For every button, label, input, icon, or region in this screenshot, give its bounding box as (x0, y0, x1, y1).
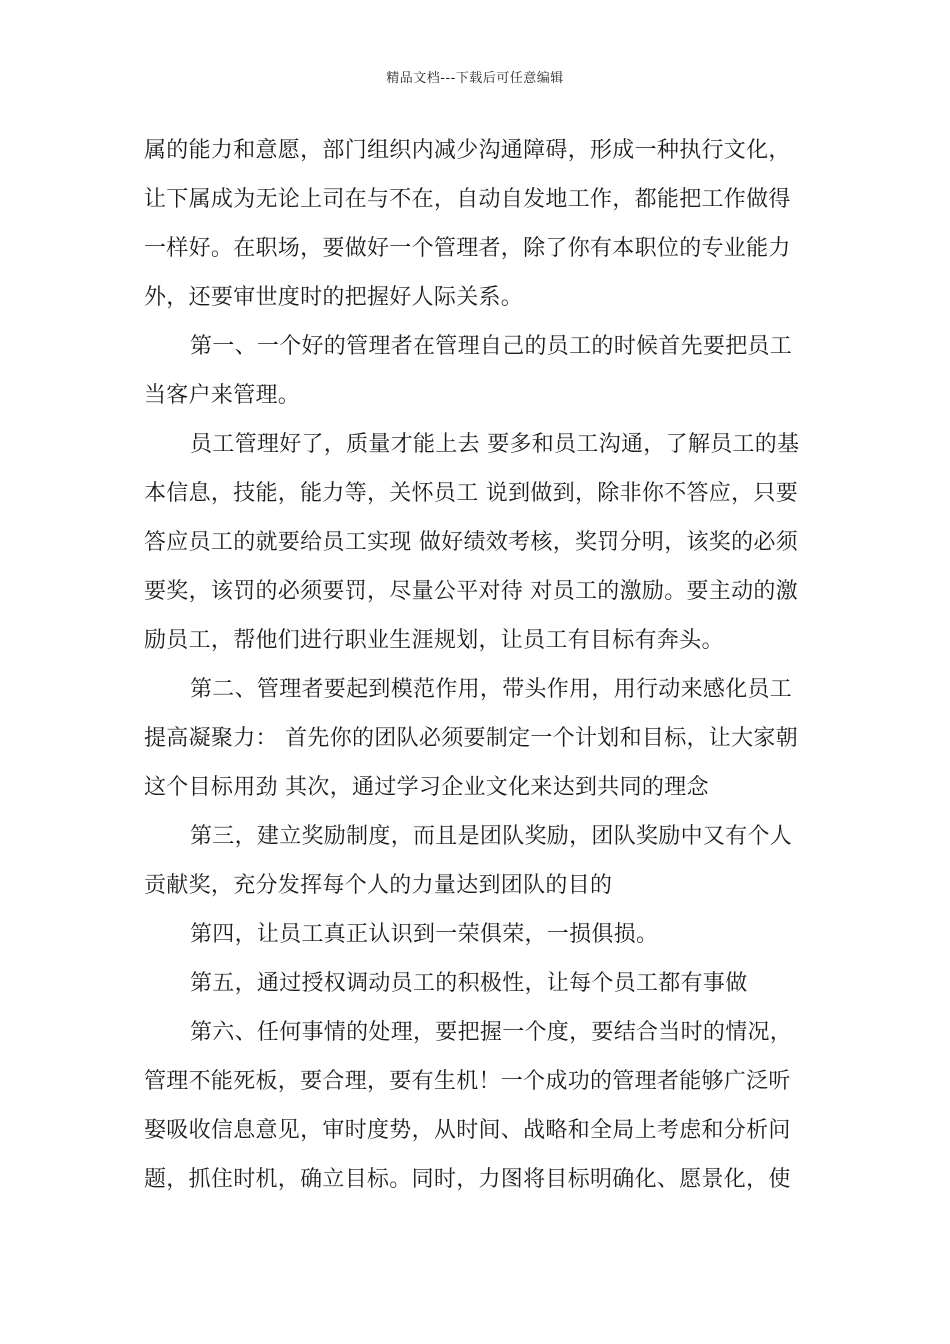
paragraph-first-line: 第三，建立奖励制度，而且是团队奖励，团队奖励中又有个人 (190, 824, 793, 849)
text-line: 贡献奖，充分发挥每个人的力量达到团队的目的 (144, 873, 613, 898)
text-line: 属的能力和意愿，部门组织内减少沟通障碍，形成一种执行文化， (144, 138, 791, 163)
text-line: 本信息，技能，能力等，关怀员工 说到做到，除非你不答应，只要 (144, 481, 798, 506)
text-line: 管理不能死板，要合理，要有生机！一个成功的管理者能够广泛听 (144, 1069, 791, 1094)
text-line: 一样好。在职场，要做好一个管理者，除了你有本职位的专业能力 (144, 236, 791, 261)
paragraph-first-line: 第一、一个好的管理者在管理自己的员工的时候首先要把员工 (190, 334, 793, 359)
text-line: 当客户来管理。 (144, 383, 301, 408)
paragraph-first-line: 第六、任何事情的处理，要把握一个度，要结合当时的情况， (190, 1020, 793, 1045)
text-line: 外，还要审世度时的把握好人际关系。 (144, 285, 524, 310)
text-line: 这个目标用劲 其次，通过学习企业文化来达到共同的理念 (144, 775, 709, 800)
text-line: 娶吸收信息意见，审时度势，从时间、战略和全局上考虑和分析问 (144, 1118, 791, 1143)
text-line: 让下属成为无论上司在与不在，自动自发地工作，都能把工作做得 (144, 187, 791, 212)
paragraph-first-line: 第四，让员工真正认识到一荣俱荣，一损俱损。 (190, 922, 659, 947)
text-line: 要奖，该罚的必须要罚，尽量公平对待 对员工的激励。要主动的激 (144, 579, 798, 604)
page-header: 精品文档---下载后可任意编辑 (386, 71, 564, 86)
text-line: 题，抓住时机，确立目标。同时，力图将目标明确化、愿景化，使 (144, 1167, 791, 1192)
text-line: 答应员工的就要给员工实现 做好绩效考核，奖罚分明，该奖的必须 (144, 530, 798, 555)
paragraph-first-line: 第五，通过授权调动员工的积极性，让每个员工都有事做 (190, 971, 748, 996)
paragraph-first-line: 员工管理好了，质量才能上去 要多和员工沟通，了解员工的基 (190, 432, 800, 457)
document-body (144, 126, 809, 1204)
paragraph-first-line: 第二、管理者要起到模范作用，带头作用，用行动来感化员工 (190, 677, 793, 702)
text-line: 励员工，帮他们进行职业生涯规划，让员工有目标有奔头。 (144, 628, 724, 653)
text-line: 提高凝聚力： 首先你的团队必须要制定一个计划和目标，让大家朝 (144, 726, 798, 751)
